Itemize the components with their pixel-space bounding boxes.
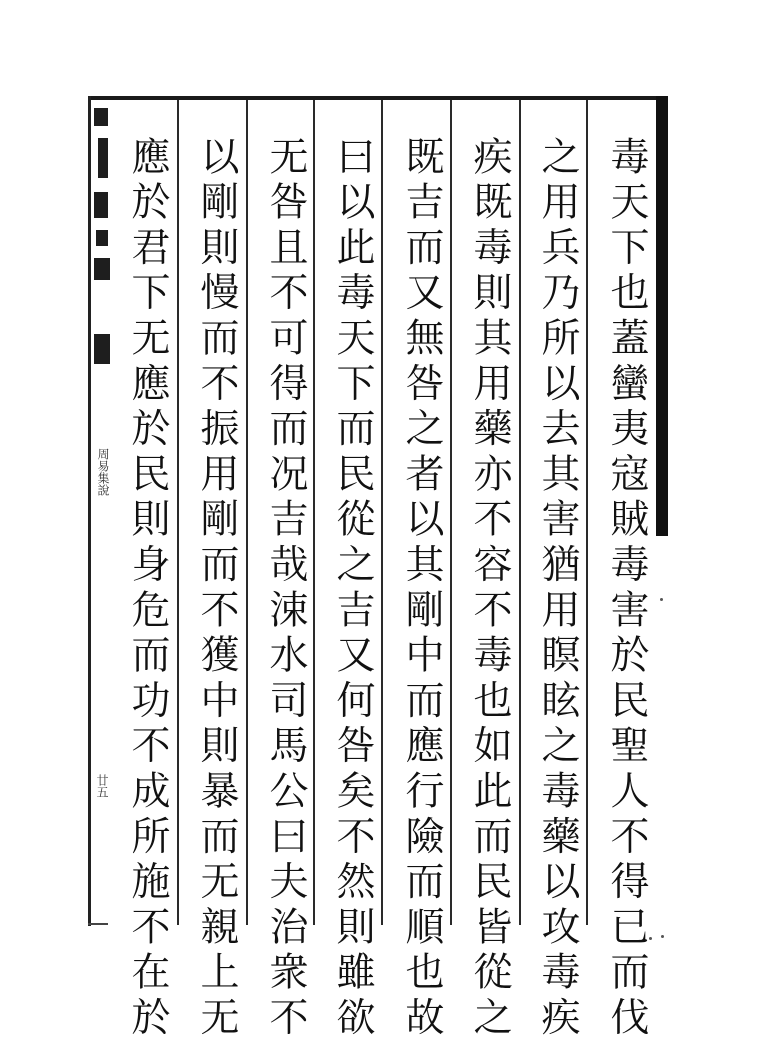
- text-column-5: 曰以此毒天下而民從之吉又何咎矣不然則雖欲: [330, 136, 375, 1042]
- text-column-8: 應於君下无應於民則身危而功不成所施不在於: [125, 136, 170, 1042]
- column-divider: [177, 100, 179, 925]
- scan-speck: [661, 935, 664, 938]
- text-column-1: 毒天下也蓋蠻夷寇賊毒害於民聖人不得已而伐: [604, 136, 649, 1042]
- column-divider: [519, 100, 521, 925]
- column-divider: [381, 100, 383, 925]
- frame-bottom-mark: [88, 923, 108, 925]
- scan-speck: [649, 937, 652, 940]
- frame-top-border: [88, 96, 658, 100]
- text-column-3: 疾既毒則其用藥亦不容不毒也如此而民皆從之: [467, 136, 512, 1042]
- frame-right-border: [656, 96, 668, 536]
- text-column-4: 既吉而又無咎之者以其剛中而應行險而順也故: [399, 136, 444, 1042]
- banxin-book-title: 周易集說: [96, 448, 110, 496]
- text-column-6: 无咎且不可得而况吉哉涑水司馬公曰夫治衆不: [263, 136, 308, 1042]
- column-divider: [586, 100, 588, 925]
- scan-speck: [660, 598, 663, 601]
- banxin-fishtail-mark: [90, 108, 112, 370]
- banxin-page-number: 廿五: [95, 774, 109, 798]
- text-column-7: 以剛則慢而不振用剛而不獲中則暴而无親上无: [194, 136, 239, 1042]
- column-divider: [313, 100, 315, 925]
- text-column-2: 之用兵乃所以去其害猶用瞑眩之毒藥以攻毒疾: [535, 136, 580, 1042]
- column-divider: [246, 100, 248, 925]
- column-divider: [450, 100, 452, 925]
